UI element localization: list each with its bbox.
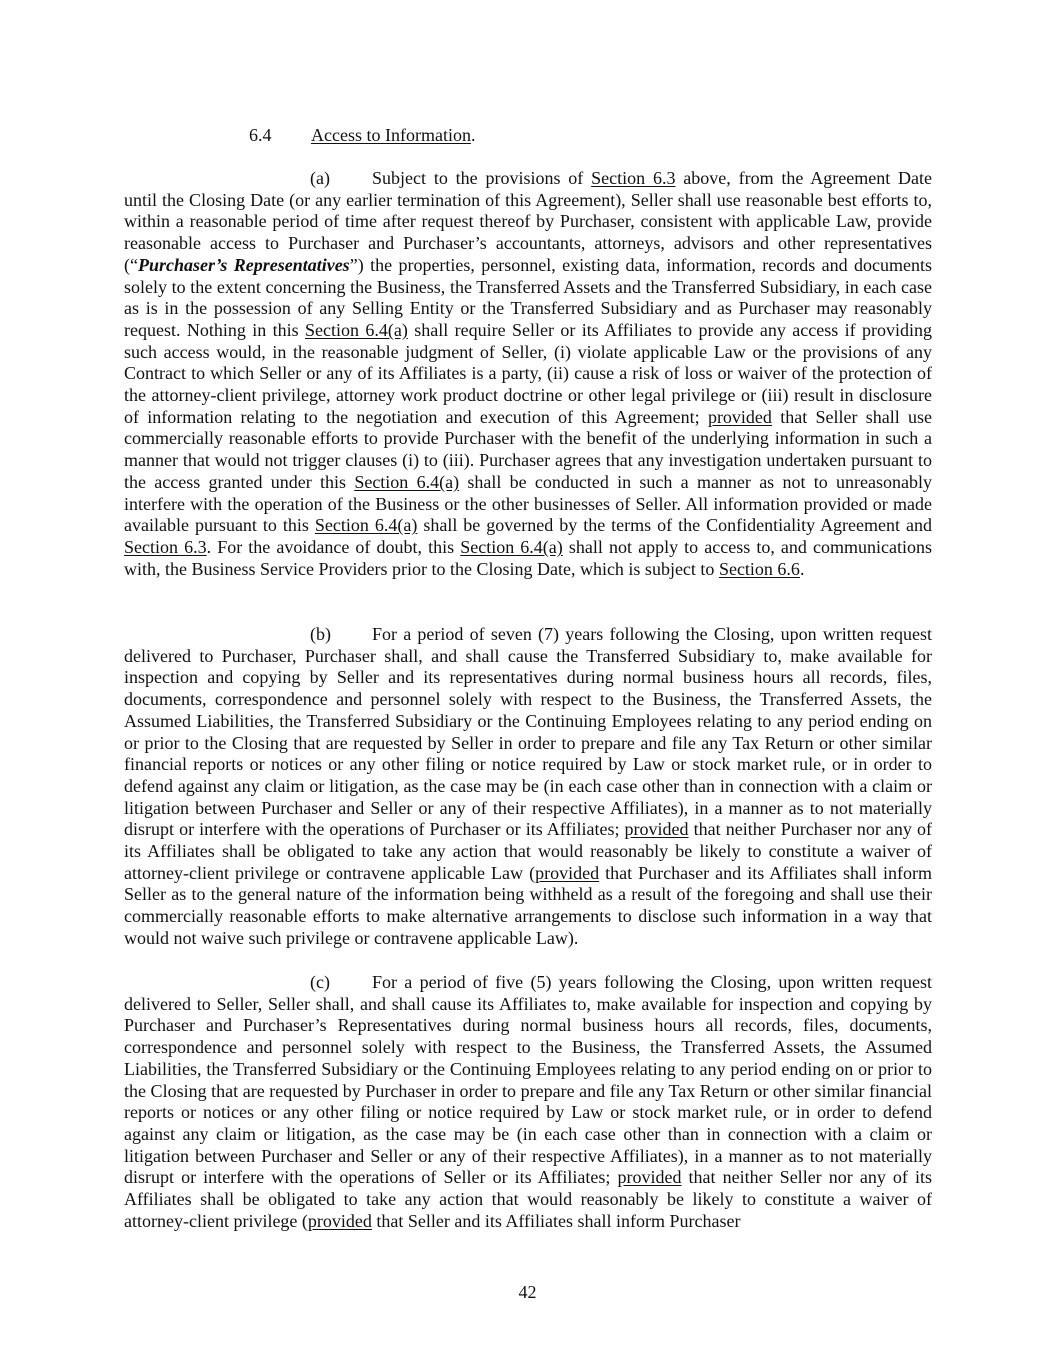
section-heading	[249, 125, 475, 147]
text-run: For a period of seven (7) years following the Closing, upon written request delivered to Purchaser, Purchaser shall, and shall cause the Transferred Subsidiary to, make available for inspection and copying by Seller and its representatives during normal business hours all records, files, documents, correspondence and personnel solely with respect to the Business, the Transferred Assets, the Assumed Liabilities, the Transferred Subsidiary or the Continuing Employees relating to any period ending on or prior to the Closing that are requested by Seller in order to prepare and file any Tax Return or other similar financial reports or notices or any other filing or notice required by Law or stock market rule, or in order to defend against any claim or litigation, as the case may be (in each case other than in connection with a claim or litigation between Purchaser and Seller or any of their respective Affiliates), in a manner as to not materially disrupt or interfere with the operations of Purchaser or its Affiliates;	[124, 624, 932, 840]
section-reference: Section 6.4(a)	[460, 536, 563, 557]
text-run: ”) the properties, personnel, existing data, information, records and documents solely to the extent concerning the Business, the Transferred Assets and the Transferred Subsidiary, in each case as is in the possession of any Selling Entity or the Transferred Subsidiary and as Purchaser may reasonably request. Nothing in this	[124, 254, 932, 340]
paragraph-a	[124, 168, 932, 580]
section-title-period: .	[470, 125, 476, 145]
section-reference: Section 6.3	[591, 168, 676, 188]
proviso-term: provided	[535, 862, 600, 883]
text-run: . For the avoidance of doubt, this	[206, 536, 461, 557]
text-run: For a period of five (5) years following the Closing, upon written request delivered to Seller, Seller shall, and shall cause its Affiliates to, make available for inspection and copying by Purchaser and Purchaser’s Representatives during normal business hours all records, files, documents, correspondence and personnel solely with respect to the Business, the Transferred Assets, the Assumed Liabilities, the Transferred Subsidiary or the Continuing Employees relating to any period ending on or prior to the Closing that are requested by Purchaser in order to prepare and file any Tax Return or other similar financial reports or notices or any other filing or notice required by Law or stock market rule, or in order to defend against any claim or litigation, as the case may be (in each case other than in connection with a claim or litigation between Purchaser and Seller or any of their respective Affiliates), in a manner as to not materially disrupt or interfere with the operations of Seller or its Affiliates;	[124, 972, 932, 1188]
paragraph-label: (c)	[310, 972, 330, 992]
defined-term: Purchaser’s Representatives	[137, 254, 350, 275]
text-run: shall be conducted in such a manner as not to unreasonably interfere with the operation of the Business or the other businesses of Seller. All information provided or made available pursuant to this	[124, 471, 932, 536]
text-run: shall not apply to access to, and communications with, the Business Service Providers prior to the Closing Date, which is subject to	[124, 536, 932, 579]
paragraph-c	[124, 972, 932, 1232]
section-reference: Section 6.4(a)	[314, 515, 418, 536]
section-reference: Section 6.4(a)	[354, 471, 460, 492]
section-reference: Section 6.4(a)	[305, 319, 408, 340]
proviso-term: provided	[617, 1167, 682, 1188]
text-run: Subject to the provisions of	[372, 168, 592, 188]
section-reference: Section 6.3	[124, 536, 207, 557]
text-run: that neither Seller nor any of its Affiliates shall be obligated to take any action that would reasonably be likely to constitute a waiver of attorney-client privilege (	[124, 1167, 932, 1231]
proviso-term: provided	[307, 1210, 372, 1231]
text-run: shall require Seller or its Affiliates to provide any access if providing such access would, in the reasonable judgment of Seller, (i) violate applicable Law or the provisions of any Contract to which Seller or any of its Affiliates is a party, (ii) cause a risk of loss or waiver of the protection of the attorney-client privilege, attorney work product doctrine or other legal privilege or (iii) result in disclosure of information relating to the negotiation and execution of this Agreement;	[124, 319, 932, 427]
paragraph-label: (a)	[310, 168, 330, 188]
section-reference: Section 6.6	[718, 558, 800, 579]
proviso-term: provided	[624, 819, 689, 840]
proviso-term: provided	[707, 406, 772, 427]
section-number: 6.4	[249, 125, 272, 145]
text-run: that Seller shall use commercially reasonable efforts to provide Purchaser with the benefit of the underlying information in such a manner that would not trigger clauses (i) to (iii). Purchaser agrees that any investigation undertaken pursuant to the access granted under this	[124, 406, 933, 492]
section-title: Access to Information	[311, 125, 471, 145]
page-number: 42	[518, 1282, 537, 1302]
text-run: shall be governed by the terms of the Confidentiality Agreement and	[417, 515, 932, 536]
text-run: .	[799, 558, 805, 579]
text-run: that Purchaser and its Affiliates shall inform Seller as to the general nature of the information being withheld as a result of the foregoing and shall use their commercially reasonable efforts to make alternative arrangements to disclose such information in a way that would not waive such privilege or contravene applicable Law).	[124, 862, 932, 948]
paragraph-b	[124, 624, 932, 950]
text-run: above, from the Agreement Date until the Closing Date (or any earlier termination of this Agreement), Seller shall use reasonable best efforts to, within a reasonable period of time after request thereof by Purchaser, consistent with applicable Law, provide reasonable access to Purchaser and Purchaser’s accountants, attorneys, advisors and other representatives (“	[124, 168, 932, 275]
text-run: that Seller and its Affiliates shall inform Purchaser	[371, 1210, 741, 1231]
text-run: that neither Purchaser nor any of its Affiliates shall be obligated to take any action that would reasonably be likely to constitute a waiver of attorney-client privilege or contravene applicable Law (	[124, 819, 932, 883]
paragraph-label: (b)	[310, 624, 331, 644]
